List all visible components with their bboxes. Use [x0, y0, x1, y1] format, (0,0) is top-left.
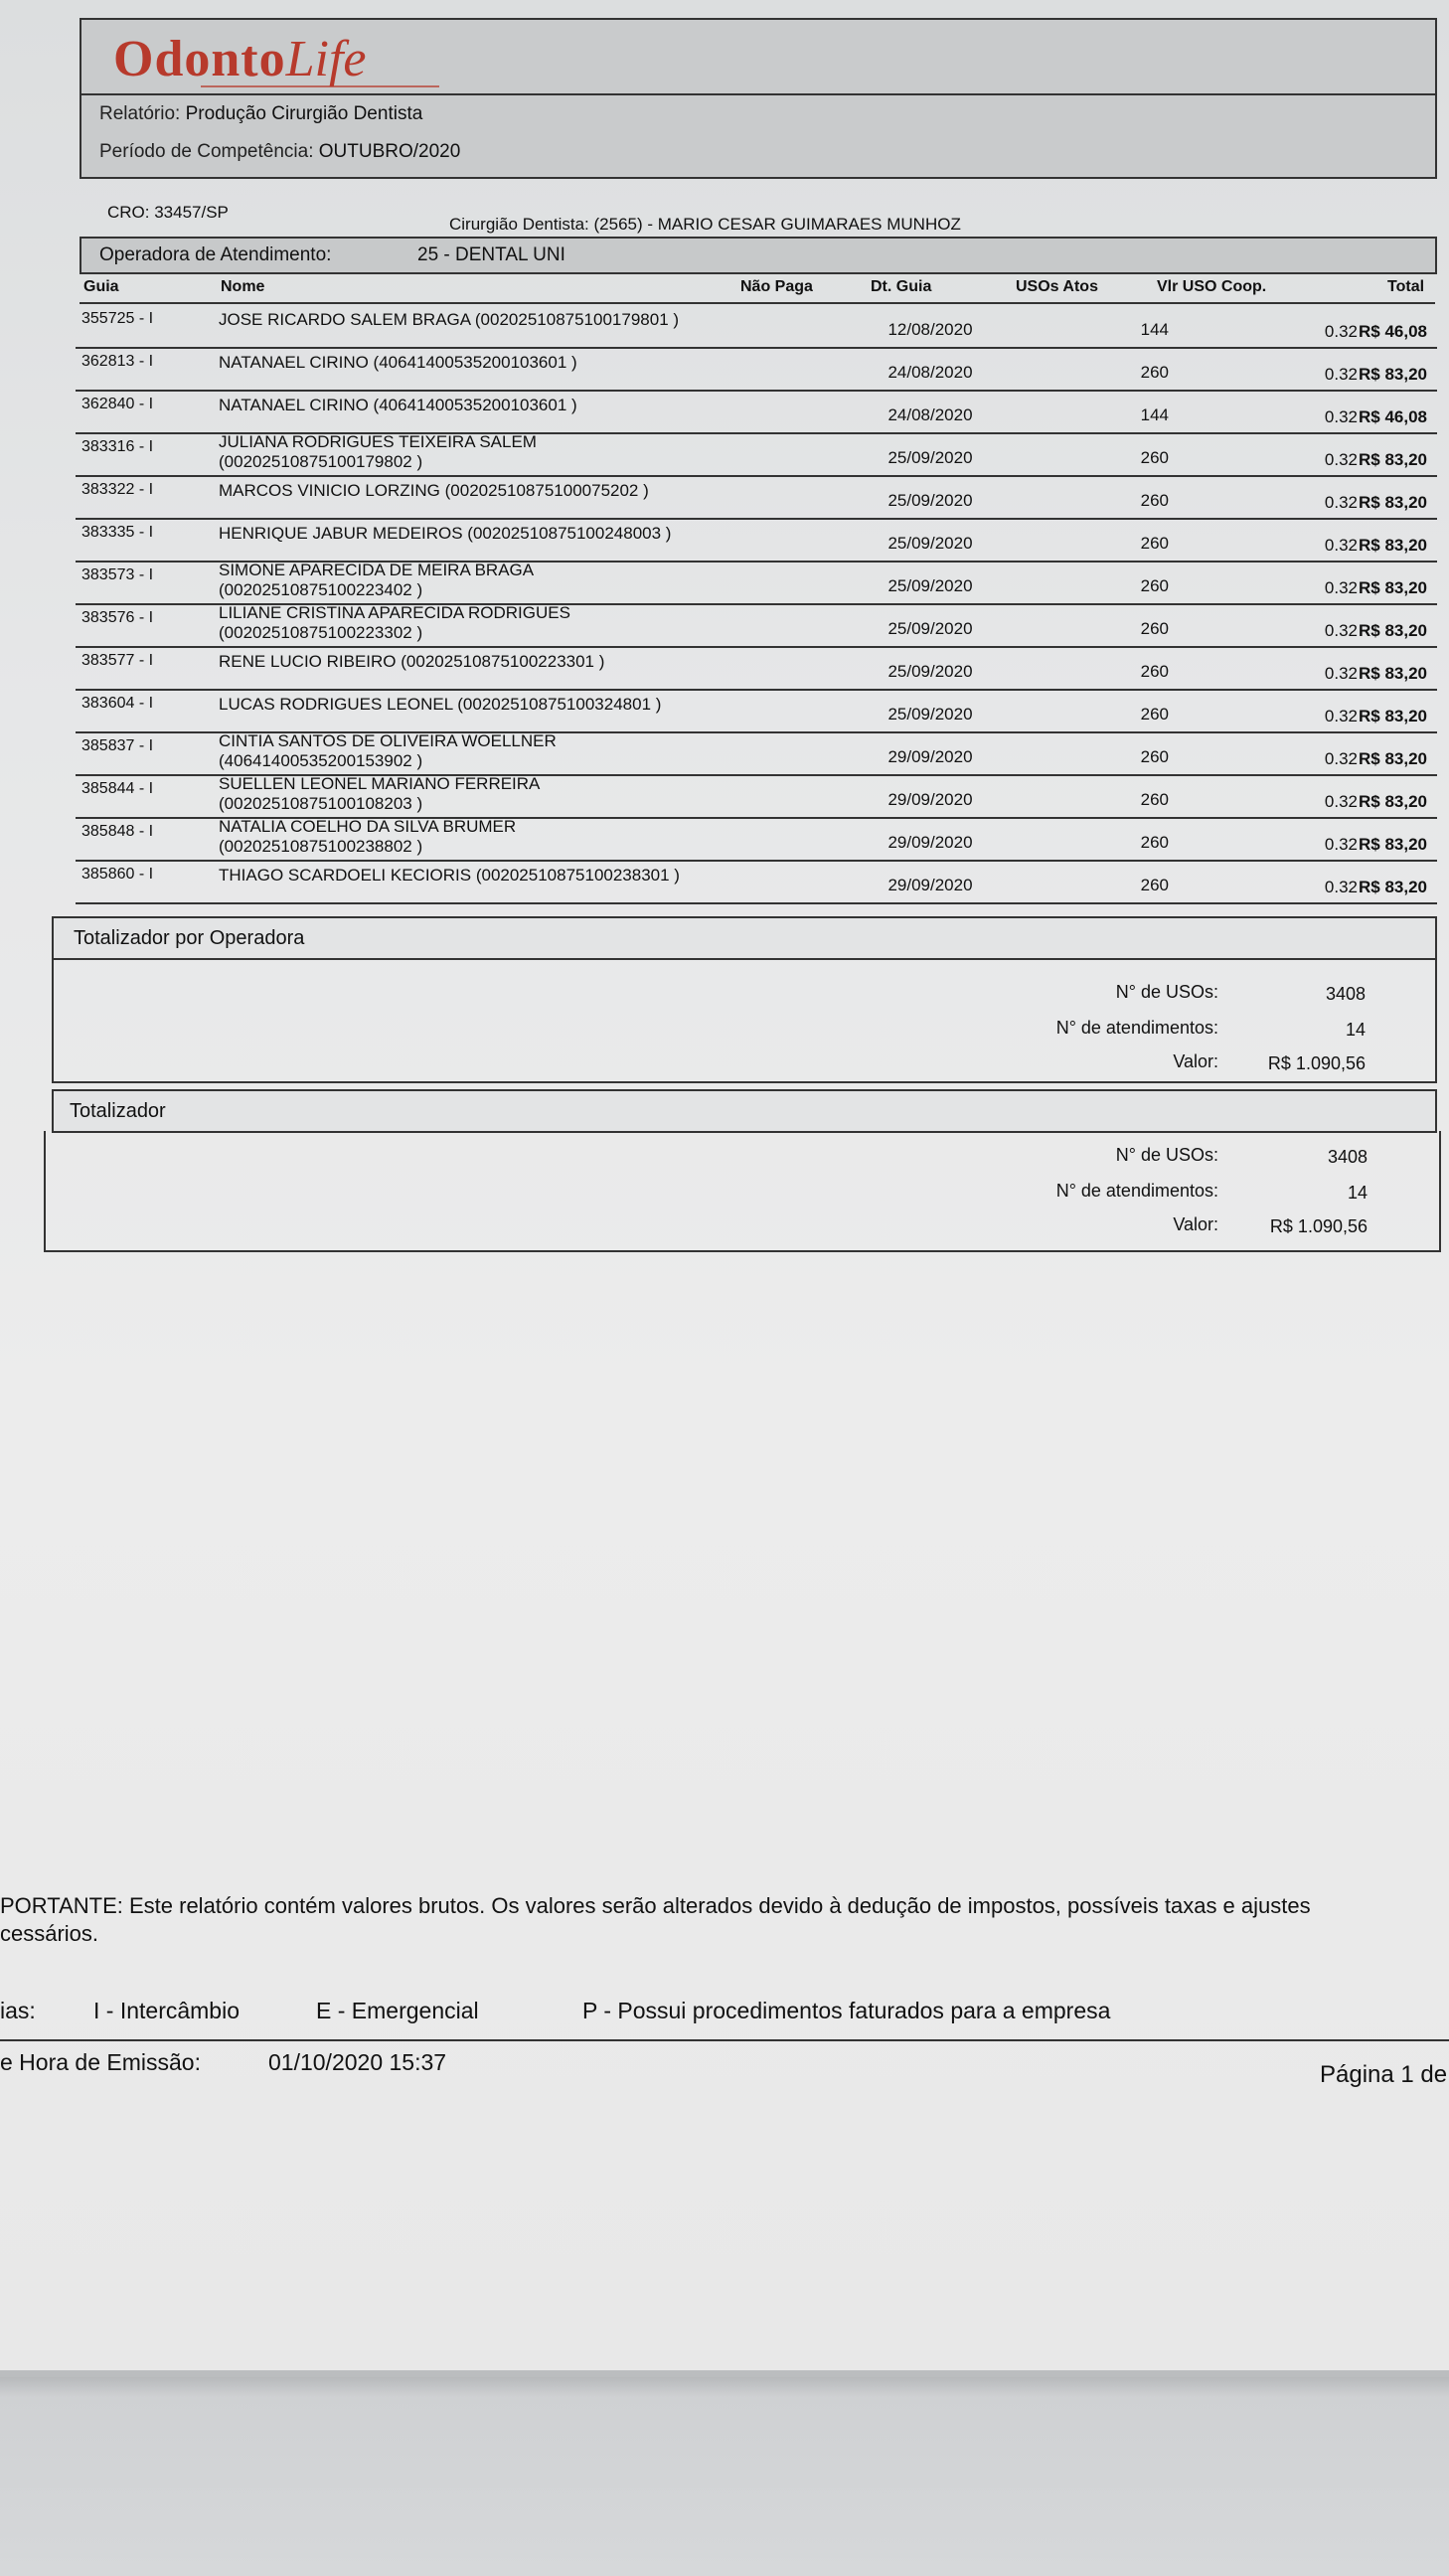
cell-nome-line1: THIAGO SCARDOELI KECIORIS (00202510875100238301 ) [219, 866, 680, 885]
cell-nome [219, 353, 577, 373]
cell-vlr-uso: 0.32 [1324, 792, 1358, 811]
cell-nome-line2: (00202510875100108203 ) [219, 794, 423, 813]
cell-nome-line1: NATANAEL CIRINO (40641400535200103601 ) [219, 353, 577, 372]
header-divider [81, 93, 1435, 95]
cell-guia: 385860 - I [81, 866, 154, 883]
legend-faturados: P - Possui procedimentos faturados para a empresa [582, 1998, 1111, 2023]
cell-total: R$ 83,20 [1359, 493, 1427, 512]
table-row [76, 774, 1437, 819]
cell-dt-guia: 29/09/2020 [887, 747, 973, 766]
cell-nome-line2: (00202510875100238802 ) [219, 837, 423, 856]
col-header-usos: USOs Atos [1016, 278, 1098, 295]
table-row [76, 731, 1437, 776]
totalizador-header [52, 1089, 1437, 1133]
cell-usos: 260 [1140, 491, 1169, 510]
important-note-line2: cessários. [0, 1921, 99, 1946]
table-row [76, 689, 1437, 733]
cell-guia: 385837 - I [81, 737, 154, 754]
cell-nome-line1: LILIANE CRISTINA APARECIDA RODRIGUES [219, 603, 570, 622]
cell-vlr-uso: 0.32 [1324, 878, 1358, 896]
cell-usos: 260 [1140, 363, 1169, 382]
cell-nome-line2: (40641400535200153902 ) [219, 751, 423, 770]
col-header-total: Total [1387, 278, 1425, 295]
cell-usos: 260 [1140, 448, 1169, 467]
cell-vlr-uso: 0.32 [1324, 450, 1358, 469]
cell-nome-line1: NATALIA COELHO DA SILVA BRUMER [219, 817, 517, 836]
cell-dt-guia: 29/09/2020 [887, 833, 973, 852]
cell-nome-line1: JULIANA RODRIGUES TEIXEIRA SALEM [219, 432, 537, 451]
table-row [76, 390, 1437, 434]
cell-usos: 144 [1140, 405, 1169, 424]
table-row [76, 304, 1437, 349]
cell-nome-line1: SIMONE APARECIDA DE MEIRA BRAGA [219, 561, 535, 579]
cell-guia: 385844 - I [81, 780, 154, 797]
table-row [76, 817, 1437, 862]
cell-guia: 362840 - I [81, 396, 154, 412]
table-row [76, 603, 1437, 648]
cell-total: R$ 83,20 [1359, 365, 1427, 384]
cell-vlr-uso: 0.32 [1324, 493, 1358, 512]
tot-valor-label: Valor: [1173, 1214, 1218, 1234]
cell-vlr-uso: 0.32 [1324, 835, 1358, 854]
emissao-value: 01/10/2020 15:37 [268, 2049, 447, 2075]
cell-guia: 385848 - I [81, 823, 154, 840]
page-number: Página 1 de [1320, 2061, 1448, 2088]
op-valor-value: R$ 1.090,56 [1267, 1053, 1366, 1073]
col-header-guia: Guia [83, 278, 119, 295]
cell-total: R$ 83,20 [1359, 749, 1427, 768]
cell-dt-guia: 25/09/2020 [887, 662, 973, 681]
cell-nome-line1: HENRIQUE JABUR MEDEIROS (00202510875100248003 ) [219, 524, 672, 543]
cell-vlr-uso: 0.32 [1324, 407, 1358, 426]
cell-nome [219, 561, 534, 600]
logo-accent-text: Life [285, 31, 367, 87]
cell-total: R$ 83,20 [1359, 664, 1427, 683]
cro-number: CRO: 33457/SP [107, 203, 229, 222]
periodo-line [99, 141, 460, 163]
cell-nome [219, 695, 661, 715]
cell-dt-guia: 25/09/2020 [887, 448, 973, 467]
table-row [76, 347, 1437, 392]
tot-atend-label: N° de atendimentos: [1055, 1181, 1218, 1201]
tot-atend-value: 14 [1347, 1183, 1368, 1203]
cell-total: R$ 83,20 [1359, 792, 1427, 811]
relatorio-value: Produção Cirurgião Dentista [185, 103, 423, 124]
cell-nome-line1: JOSE RICARDO SALEM BRAGA (00202510875100179801 ) [219, 310, 680, 329]
cell-nome-line1: CINTIA SANTOS DE OLIVEIRA WOELLNER [219, 731, 557, 750]
legend-intercambio: I - Intercâmbio [93, 1998, 240, 2023]
totalizador-body [44, 1131, 1441, 1252]
cell-guia: 383577 - I [81, 652, 154, 669]
dentist-name: Cirurgião Dentista: (2565) - MARIO CESAR GUIMARAES MUNHOZ [449, 215, 961, 234]
cell-total: R$ 83,20 [1359, 621, 1427, 640]
cell-nome-line1: SUELLEN LEONEL MARIANO FERREIRA [219, 774, 541, 793]
table-row [76, 860, 1437, 904]
tot-usos-value: 3408 [1327, 1147, 1368, 1167]
op-atend-value: 14 [1345, 1020, 1366, 1040]
cell-nome-line1: MARCOS VINICIO LORZING (00202510875100075202 ) [219, 481, 649, 500]
emissao-label: e Hora de Emissão: [0, 2049, 201, 2075]
cell-nome-line1: LUCAS RODRIGUES LEONEL (00202510875100324801 ) [219, 695, 662, 714]
totalizador-operadora-title: Totalizador por Operadora [74, 927, 305, 949]
cell-dt-guia: 25/09/2020 [887, 491, 973, 510]
cell-vlr-uso: 0.32 [1324, 365, 1358, 384]
totalizador-title: Totalizador [70, 1100, 166, 1122]
cell-guia: 362813 - I [81, 353, 154, 370]
cell-dt-guia: 29/09/2020 [887, 876, 973, 894]
table-row [76, 432, 1437, 477]
cell-vlr-uso: 0.32 [1324, 664, 1358, 683]
table-row [76, 561, 1437, 605]
cell-dt-guia: 25/09/2020 [887, 534, 973, 553]
cell-dt-guia: 25/09/2020 [887, 705, 973, 724]
cell-nome [219, 817, 516, 857]
tot-valor-value: R$ 1.090,56 [1269, 1216, 1368, 1236]
op-usos-value: 3408 [1325, 984, 1366, 1004]
cell-guia: 383322 - I [81, 481, 154, 498]
table-row [76, 646, 1437, 691]
cell-usos: 260 [1140, 576, 1169, 595]
cell-total: R$ 83,20 [1359, 578, 1427, 597]
cell-usos: 260 [1140, 619, 1169, 638]
cell-usos: 260 [1140, 747, 1169, 766]
col-header-nome: Nome [221, 278, 265, 295]
cell-nome [219, 432, 537, 472]
cell-total: R$ 46,08 [1359, 407, 1427, 426]
col-header-nao-paga: Não Paga [740, 278, 813, 295]
cell-vlr-uso: 0.32 [1324, 322, 1358, 341]
cell-dt-guia: 25/09/2020 [887, 619, 973, 638]
cell-nome-line1: NATANAEL CIRINO (40641400535200103601 ) [219, 396, 577, 414]
cell-guia: 383335 - I [81, 524, 154, 541]
legend-emergencial: E - Emergencial [316, 1998, 479, 2023]
important-note [0, 1892, 1431, 1948]
cell-nome [219, 774, 540, 814]
col-header-dt-guia: Dt. Guia [871, 278, 932, 295]
totalizador-operadora-body [52, 958, 1437, 1083]
table-row [76, 475, 1437, 520]
relatorio-line [99, 103, 422, 125]
operadora-value: 25 - DENTAL UNI [417, 244, 565, 265]
cell-vlr-uso: 0.32 [1324, 707, 1358, 725]
legend-label: ias: [0, 1998, 36, 2023]
cell-usos: 144 [1140, 320, 1169, 339]
cell-usos: 260 [1140, 705, 1169, 724]
cell-total: R$ 83,20 [1359, 707, 1427, 725]
cell-nome [219, 481, 649, 501]
cell-total: R$ 83,20 [1359, 835, 1427, 854]
logo-main-text: Odonto [113, 31, 286, 87]
relatorio-label: Relatório: [99, 103, 181, 124]
desk-background [0, 2377, 1449, 2576]
footer-divider [0, 2039, 1449, 2041]
cell-dt-guia: 24/08/2020 [887, 405, 973, 424]
cell-nome [219, 396, 577, 415]
periodo-label: Período de Competência: [99, 141, 314, 162]
cell-dt-guia: 29/09/2020 [887, 790, 973, 809]
cell-vlr-uso: 0.32 [1324, 749, 1358, 768]
cell-usos: 260 [1140, 833, 1169, 852]
cell-dt-guia: 25/09/2020 [887, 576, 973, 595]
totalizador-operadora-header [52, 916, 1437, 960]
col-header-vlr: Vlr USO Coop. [1157, 278, 1267, 295]
tot-usos-label: N° de USOs: [1115, 1145, 1218, 1165]
cell-usos: 260 [1140, 662, 1169, 681]
cell-usos: 260 [1140, 876, 1169, 894]
important-note-line1: PORTANTE: Este relatório contém valores brutos. Os valores serão alterados devido à dedução de impostos, possíveis taxas e ajustes [0, 1893, 1311, 1918]
cell-nome-line1: RENE LUCIO RIBEIRO (00202510875100223301 ) [219, 652, 605, 671]
cell-guia: 383316 - I [81, 438, 154, 455]
cell-total: R$ 83,20 [1359, 450, 1427, 469]
cell-nome [219, 866, 680, 886]
cell-vlr-uso: 0.32 [1324, 536, 1358, 555]
cell-vlr-uso: 0.32 [1324, 621, 1358, 640]
cell-guia: 383604 - I [81, 695, 154, 712]
table-row [76, 518, 1437, 563]
operadora-label: Operadora de Atendimento: [99, 244, 332, 265]
cell-nome [219, 524, 671, 544]
cell-guia: 355725 - I [81, 310, 154, 327]
cell-nome-line2: (00202510875100223302 ) [219, 623, 423, 642]
cell-total: R$ 46,08 [1359, 322, 1427, 341]
cell-nome [219, 652, 604, 672]
cell-nome-line2: (00202510875100223402 ) [219, 580, 423, 599]
report-header [80, 18, 1437, 179]
op-atend-label: N° de atendimentos: [1055, 1018, 1218, 1038]
logo-underline [201, 80, 439, 87]
cell-nome [219, 731, 557, 771]
cell-guia: 383573 - I [81, 566, 154, 583]
periodo-value: OUTUBRO/2020 [318, 141, 461, 162]
op-usos-label: N° de USOs: [1115, 982, 1218, 1002]
cell-nome [219, 603, 570, 643]
cell-vlr-uso: 0.32 [1324, 578, 1358, 597]
cell-total: R$ 83,20 [1359, 878, 1427, 896]
cell-nome [219, 310, 679, 330]
cell-dt-guia: 24/08/2020 [887, 363, 973, 382]
cell-total: R$ 83,20 [1359, 536, 1427, 555]
cell-dt-guia: 12/08/2020 [887, 320, 973, 339]
operadora-bar [80, 237, 1437, 274]
cell-usos: 260 [1140, 790, 1169, 809]
cell-usos: 260 [1140, 534, 1169, 553]
cell-nome-line2: (00202510875100179802 ) [219, 452, 423, 471]
op-valor-label: Valor: [1173, 1051, 1218, 1071]
cell-guia: 383576 - I [81, 609, 154, 626]
